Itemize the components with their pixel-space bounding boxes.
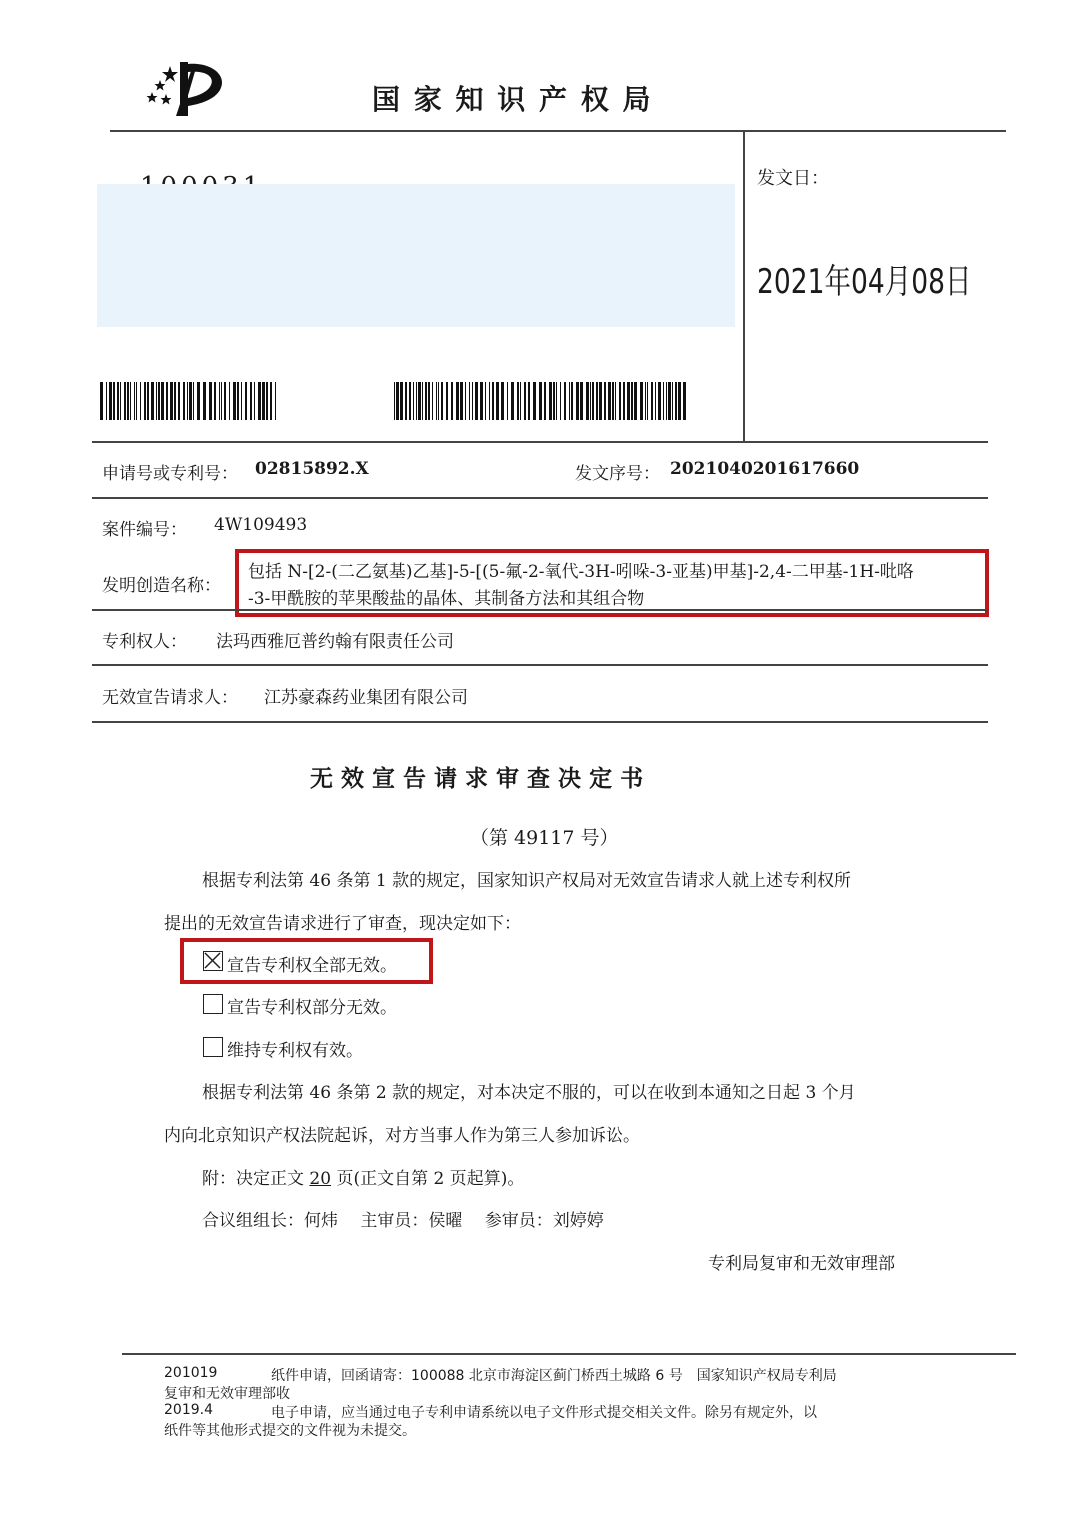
footer-line-2b: 纸件等其他形式提交的文件视为未提交。	[164, 1423, 416, 1439]
row-divider-3	[92, 664, 988, 666]
invention-title-line2: -3-甲酰胺的苹果酸盐的晶体、其制备方法和其组合物	[248, 589, 645, 609]
patentee: 法玛西雅厄普约翰有限责任公司	[216, 632, 454, 652]
attachment-prefix: 附：决定正文	[202, 1169, 310, 1189]
case-no: 4W109493	[214, 515, 308, 535]
application-no: 02815892.X	[255, 459, 369, 479]
decision-number: （第 49117 号）	[470, 827, 619, 849]
case-no-label: 案件编号：	[102, 520, 187, 540]
option-partial-invalid-checkbox[interactable]	[203, 994, 223, 1014]
paragraph-1-line-1: 根据专利法第 46 条第 1 款的规定，国家知识产权局对无效宣告请求人就上述专利权所	[202, 871, 852, 891]
footer-code-1: 201019	[164, 1365, 218, 1381]
attachment-note	[202, 1164, 524, 1189]
option-full-invalid-label: 宣告专利权全部无效。	[227, 956, 397, 976]
attachment-pages: 20	[309, 1169, 332, 1189]
attachment-suffix: 页(正文自第 2 页起算)。	[331, 1169, 525, 1189]
issue-date: 2021年04月08日	[757, 262, 972, 302]
invention-title-line1: 包括 N-[2-(二乙氨基)乙基]-5-[(5-氟-2-氧代-3H-吲哚-3-亚基)甲基]-2,4-二甲基-1H-吡咯	[248, 562, 914, 582]
footer-line-1b: 复审和无效审理部收	[164, 1386, 290, 1402]
row-divider-4	[92, 721, 988, 723]
checkbox-x-icon	[204, 952, 221, 969]
requester-label: 无效宣告请求人：	[102, 688, 238, 708]
paragraph-1-line-2: 提出的无效宣告请求进行了审查，现决定如下：	[164, 914, 521, 934]
option-maintain-valid-checkbox[interactable]	[203, 1037, 223, 1057]
footer-code-2: 2019.4	[164, 1402, 213, 1418]
option-maintain-valid-label: 维持专利权有效。	[227, 1041, 363, 1061]
redacted-address	[97, 184, 735, 327]
address-divider	[92, 441, 988, 443]
serial-no: 2021040201617660	[670, 459, 860, 479]
date-box-divider	[743, 131, 745, 442]
serial-no-label: 发文序号：	[575, 464, 660, 484]
paragraph-2-line-1: 根据专利法第 46 条第 2 款的规定，对本决定不服的，可以在收到本通知之日起 3 个月	[202, 1083, 856, 1103]
barcode-right	[394, 382, 686, 420]
barcode-bar	[276, 382, 278, 420]
barcode-left	[100, 382, 278, 420]
application-no-label: 申请号或专利号：	[102, 464, 238, 484]
postcode-partial	[140, 172, 263, 184]
cnipa-logo	[140, 58, 230, 120]
requester: 江苏豪森药业集团有限公司	[264, 688, 468, 708]
footer-divider	[122, 1353, 1016, 1355]
option-partial-invalid-label: 宣告专利权部分无效。	[227, 998, 397, 1018]
patentee-label: 专利权人：	[102, 632, 187, 652]
cnipa-emblem-icon	[140, 58, 230, 120]
paragraph-2-line-2: 内向北京知识产权法院起诉，对方当事人作为第三人参加诉讼。	[164, 1126, 640, 1146]
row-divider-1	[92, 497, 988, 499]
panel-members: 合议组组长：何炜 主审员：侯曜 参审员：刘婷婷	[202, 1211, 604, 1231]
row-divider-2	[92, 609, 988, 611]
issuing-department: 专利局复审和无效审理部	[708, 1254, 895, 1274]
option-full-invalid-checkbox[interactable]	[203, 951, 223, 971]
footer-line-1: 纸件申请，回函请寄：100088 北京市海淀区蓟门桥西土城路 6 号 国家知识产权局专利局	[271, 1368, 837, 1384]
invention-title-label: 发明创造名称：	[102, 576, 221, 596]
decision-title: 无 效 宣 告 请 求 审 查 决 定 书	[310, 766, 644, 792]
barcode-bar	[683, 382, 686, 420]
header-divider	[110, 130, 1006, 132]
footer-line-2: 电子申请，应当通过电子专利申请系统以电子文件形式提交相关文件。除另有规定外，以	[271, 1405, 817, 1421]
office-name: 国 家 知 识 产 权 局	[372, 83, 653, 116]
issue-date-label: 发文日：	[757, 168, 829, 189]
